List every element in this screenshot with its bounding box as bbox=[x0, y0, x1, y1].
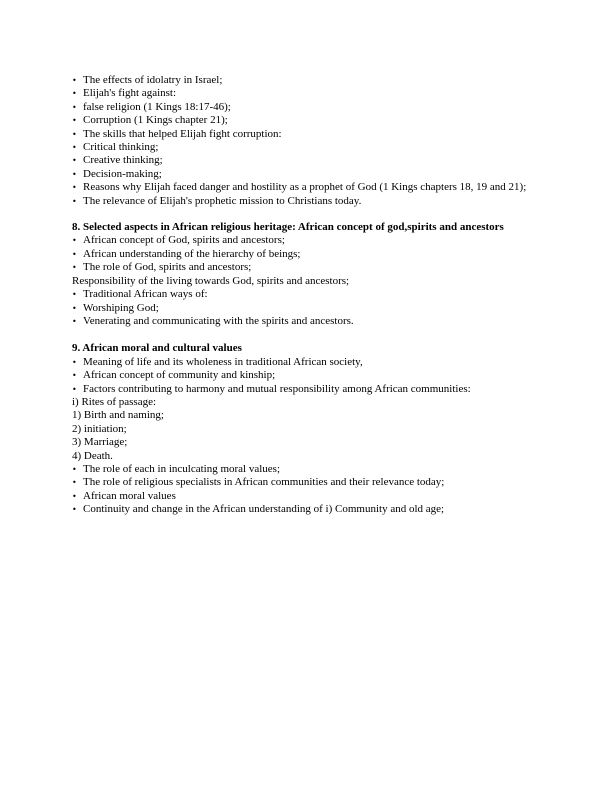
list-item: • Reasons why Elijah faced danger and hostility as a prophet of God (1 Kings chapters 18, 19 and 21); bbox=[72, 181, 527, 194]
bullet-icon: • bbox=[72, 384, 77, 394]
list-item: • Corruption (1 Kings chapter 21); bbox=[72, 114, 228, 127]
list-item: • Critical thinking; bbox=[72, 141, 159, 154]
bullet-icon: • bbox=[72, 102, 77, 112]
list-item: • Decision-making; bbox=[72, 167, 162, 180]
rite-item: 1) Birth and naming; bbox=[72, 409, 164, 422]
rite-item: 2) initiation; bbox=[72, 422, 127, 435]
list-item: • The relevance of Elijah's prophetic mission to Christians today. bbox=[72, 194, 362, 207]
list-item: • The skills that helped Elijah fight corruption: bbox=[72, 127, 282, 140]
list-item: • The role of each in inculcating moral values; bbox=[72, 462, 281, 475]
bullet-icon: • bbox=[72, 196, 77, 206]
list-item: • The role of religious specialists in African communities and their relevance today; bbox=[72, 476, 445, 489]
bullet-icon: • bbox=[72, 491, 77, 501]
bullet-icon: • bbox=[72, 316, 77, 326]
bullet-icon: • bbox=[72, 143, 77, 153]
list-item: • African moral values bbox=[72, 489, 176, 502]
bullet-icon: • bbox=[72, 156, 77, 166]
responsibility-paragraph: Responsibility of the living towards God, spirits and ancestors; bbox=[72, 274, 350, 287]
section-9-heading: 9. African moral and cultural values bbox=[72, 342, 242, 355]
bullet-icon: • bbox=[72, 478, 77, 488]
bullet-icon: • bbox=[72, 505, 77, 515]
bullet-icon: • bbox=[72, 76, 77, 85]
bullet-icon: • bbox=[72, 290, 77, 300]
bullet-icon: • bbox=[72, 263, 77, 273]
section-8-list-a bbox=[72, 234, 542, 274]
bullet-icon: • bbox=[72, 303, 77, 313]
bullet-icon: • bbox=[72, 183, 77, 193]
list-item: • Creative thinking; bbox=[72, 154, 163, 167]
bullet-icon: • bbox=[72, 169, 77, 179]
bullet-icon: • bbox=[72, 357, 77, 367]
bullet-icon: • bbox=[72, 89, 77, 99]
bullet-icon: • bbox=[72, 236, 77, 246]
bullet-icon: • bbox=[72, 249, 77, 259]
list-item: • African concept of God, spirits and ancestors; bbox=[72, 234, 285, 247]
rite-item: 4) Death. bbox=[72, 449, 113, 462]
list-item: • The effects of idolatry in Israel; bbox=[72, 74, 223, 86]
bullet-icon: • bbox=[72, 116, 77, 126]
list-item: • Continuity and change in the African understanding of i) Community and old age; bbox=[72, 503, 445, 516]
list-item: • Elijah's fight against: bbox=[72, 87, 177, 100]
elijah-topics-list bbox=[72, 74, 542, 208]
list-item: • The role of God, spirits and ancestors; bbox=[72, 261, 252, 274]
section-8-heading: 8. Selected aspects in African religious heritage: African concept of god,spirits and ancestors bbox=[72, 221, 504, 234]
section-9-list-a bbox=[72, 356, 542, 396]
list-item: • Traditional African ways of: bbox=[72, 288, 208, 301]
document-page bbox=[72, 74, 542, 517]
list-item: • Meaning of life and its wholeness in traditional African society, bbox=[72, 355, 363, 368]
list-item: • false religion (1 Kings 18:17-46); bbox=[72, 100, 231, 113]
list-item: • African concept of community and kinship; bbox=[72, 369, 276, 382]
bullet-icon: • bbox=[72, 464, 77, 474]
rite-item: 3) Marriage; bbox=[72, 436, 128, 449]
rites-of-passage-label: i) Rites of passage: bbox=[72, 395, 157, 408]
list-item: • African understanding of the hierarchy of beings; bbox=[72, 247, 301, 260]
bullet-icon: • bbox=[72, 129, 77, 139]
section-8-list-b bbox=[72, 288, 542, 328]
section-9-list-b bbox=[72, 463, 542, 517]
bullet-icon: • bbox=[72, 371, 77, 381]
list-item: • Factors contributing to harmony and mutual responsibility among African communities: bbox=[72, 382, 471, 395]
list-item: • Worshiping God; bbox=[72, 301, 159, 314]
list-item: • Venerating and communicating with the spirits and ancestors. bbox=[72, 314, 354, 327]
